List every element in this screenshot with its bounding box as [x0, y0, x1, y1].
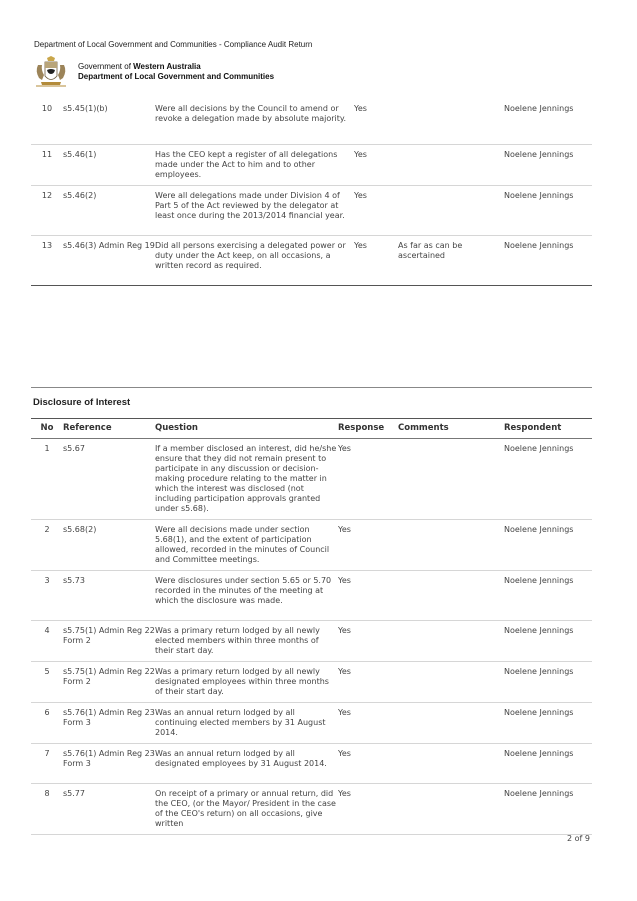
- table-header-row: [31, 419, 592, 439]
- table-row: [31, 571, 592, 621]
- row-comments: [398, 784, 504, 835]
- row-response: Yes: [338, 520, 398, 571]
- row-comments: [398, 571, 504, 621]
- gov-line-2: Department of Local Government and Communities: [78, 72, 275, 81]
- row-question: Has the CEO kept a register of all delegations made under the Act to him and to other employees.: [155, 144, 354, 185]
- header-respondent: Respondent: [504, 419, 592, 439]
- row-no: 5: [31, 662, 63, 703]
- table-row: [31, 744, 592, 784]
- row-comments: [398, 621, 504, 662]
- row-question: Was a primary return lodged by all newly designated employees within three months of their start day.: [155, 662, 338, 703]
- government-header: [32, 56, 274, 88]
- table-row: [31, 235, 592, 285]
- row-respondent: Noelene Jennings: [504, 784, 592, 835]
- table-row: [31, 520, 592, 571]
- row-respondent: Noelene Jennings: [504, 144, 592, 185]
- row-no: 3: [31, 571, 63, 621]
- row-comments: [398, 144, 504, 185]
- table-row: [31, 703, 592, 744]
- row-question: Were all decisions by the Council to amend or revoke a delegation made by absolute majority.: [155, 104, 354, 144]
- table-row: [31, 104, 592, 144]
- row-reference: s5.46(3) Admin Reg 19: [63, 240, 155, 250]
- row-reference: s5.75(1) Admin Reg 22 Form 2: [63, 662, 155, 703]
- document-title: Department of Local Government and Communities - Compliance Audit Return: [34, 40, 313, 49]
- row-response: Yes: [338, 703, 398, 744]
- row-comments: [398, 104, 504, 144]
- delegation-table: [31, 104, 592, 286]
- section-title: Disclosure of Interest: [33, 397, 131, 408]
- row-no: 12: [31, 185, 63, 235]
- table-row: [31, 784, 592, 835]
- row-comments: [398, 439, 504, 520]
- row-question: Was an annual return lodged by all continuing elected members by 31 August 2014.: [155, 703, 338, 744]
- row-no: 1: [31, 439, 63, 520]
- row-no: 6: [31, 703, 63, 744]
- row-reference: s5.68(2): [63, 520, 155, 571]
- row-respondent: Noelene Jennings: [504, 104, 592, 144]
- row-reference: s5.77: [63, 784, 155, 835]
- row-comments: [398, 744, 504, 784]
- row-reference: s5.76(1) Admin Reg 23 Form 3: [63, 703, 155, 744]
- row-respondent: Noelene Jennings: [504, 662, 592, 703]
- row-respondent: Noelene Jennings: [504, 703, 592, 744]
- header-comments: Comments: [398, 419, 504, 439]
- row-reference: s5.76(1) Admin Reg 23 Form 3: [63, 744, 155, 784]
- row-question: Were all delegations made under Division 4 of Part 5 of the Act reviewed by the delegator at least once during the 2013/2014 financial year.: [155, 185, 354, 235]
- row-respondent: Noelene Jennings: [504, 621, 592, 662]
- row-respondent: Noelene Jennings: [504, 439, 592, 520]
- wa-coat-of-arms-logo: [32, 56, 70, 88]
- row-respondent: Noelene Jennings: [504, 571, 592, 621]
- row-comments: [398, 185, 504, 235]
- row-response: Yes: [354, 144, 398, 185]
- row-question: Did all persons exercising a delegated power or duty under the Act keep, on all occasions, a written record as required.: [155, 240, 346, 270]
- row-response: Yes: [338, 784, 398, 835]
- row-question: Was an annual return lodged by all designated employees by 31 August 2014.: [155, 744, 338, 784]
- row-response: Yes: [338, 621, 398, 662]
- row-no: 11: [31, 144, 63, 185]
- row-response: Yes: [354, 185, 398, 235]
- table-row: [31, 621, 592, 662]
- row-no: 10: [31, 104, 63, 144]
- row-reference: s5.46(2): [63, 185, 155, 235]
- row-question: Were all decisions made under section 5.68(1), and the extent of participation allowed, recorded in the minutes of Council and Committee meetings.: [155, 520, 338, 571]
- row-comments: [398, 703, 504, 744]
- row-respondent: Noelene Jennings: [504, 185, 592, 235]
- row-respondent: Noelene Jennings: [504, 240, 574, 250]
- row-reference: s5.75(1) Admin Reg 22 Form 2: [63, 621, 155, 662]
- section-divider: [31, 387, 592, 388]
- row-respondent: Noelene Jennings: [504, 744, 592, 784]
- row-question: Was a primary return lodged by all newly elected members within three months of their start day.: [155, 621, 338, 662]
- row-comments: [398, 520, 504, 571]
- row-response: Yes: [338, 744, 398, 784]
- disclosure-table: [31, 418, 592, 835]
- header-no: No: [31, 419, 63, 439]
- row-response: Yes: [338, 571, 398, 621]
- table-row: [31, 144, 592, 185]
- header-reference: Reference: [63, 419, 155, 439]
- header-question: Question: [155, 419, 338, 439]
- row-response: Yes: [354, 240, 367, 250]
- row-respondent: Noelene Jennings: [504, 520, 592, 571]
- row-response: Yes: [338, 662, 398, 703]
- gov-line-1: Government of Western Australia: [78, 62, 201, 71]
- row-no: 2: [31, 520, 63, 571]
- table-row: [31, 185, 592, 235]
- table-row: [31, 662, 592, 703]
- row-no: 8: [31, 784, 63, 835]
- page-number: 2 of 9: [567, 834, 590, 843]
- table-row: [31, 439, 592, 520]
- row-comments: As far as can be ascertained: [398, 240, 463, 260]
- row-question: Were disclosures under section 5.65 or 5.70 recorded in the minutes of the meeting at which the disclosure was made.: [155, 571, 338, 621]
- row-reference: s5.46(1): [63, 144, 155, 185]
- row-no: 4: [31, 621, 63, 662]
- header-response: Response: [338, 419, 398, 439]
- row-reference: s5.67: [63, 439, 155, 520]
- row-comments: [398, 662, 504, 703]
- row-response: Yes: [354, 104, 398, 144]
- row-question: On receipt of a primary or annual return, did the CEO, (or the Mayor/ President in the case of the CEO's return) on all occasions, give written: [155, 784, 338, 835]
- row-no: 13: [41, 240, 53, 250]
- row-reference: s5.73: [63, 571, 155, 621]
- row-response: Yes: [338, 439, 398, 520]
- row-question: If a member disclosed an interest, did he/she ensure that they did not remain present to participate in any discussion or decision-making procedure relating to the matter in which the interest was disclosed (not including participation approvals granted under s5.68).: [155, 439, 338, 520]
- row-reference: s5.45(1)(b): [63, 104, 155, 144]
- row-no: 7: [31, 744, 63, 784]
